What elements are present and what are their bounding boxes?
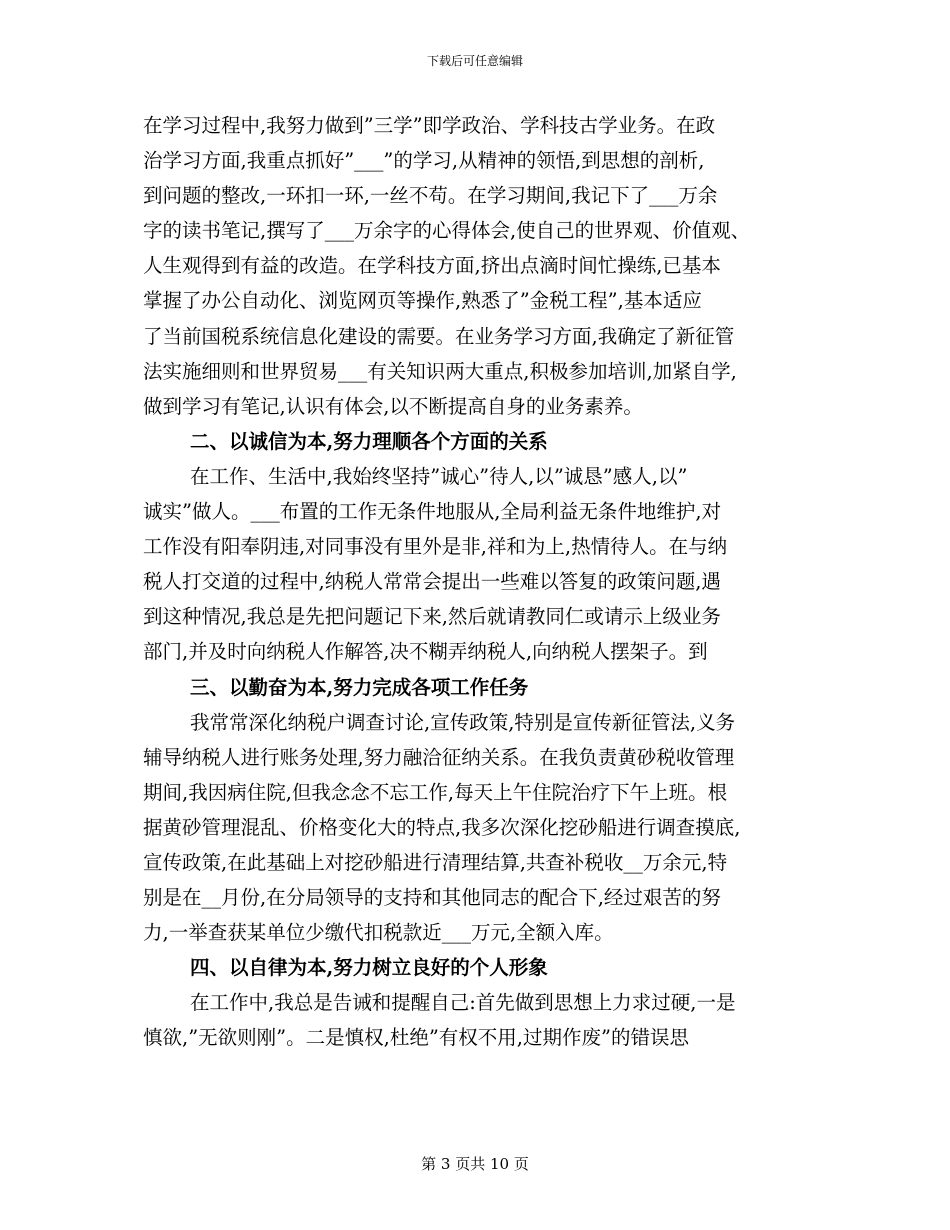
text-line: 在工作中,我总是告诫和提醒自己:首先做到思想上力求过硬,一是 (190, 991, 736, 1015)
text-line: 到这种情况,我总是先把问题记下来,然后就请教同仁或请示上级业务 (143, 605, 721, 629)
text-line: 人生观得到有益的改造。在学科技方面,挤出点滴时间忙操练,已基本 (143, 254, 721, 278)
text-line: 在学习过程中,我努力做到”三学”即学政治、学科技古学业务。在政 (143, 114, 716, 137)
text-line: 诚实”做人。___布置的工作无条件地服从,全局利益无条件地维护,对 (143, 500, 722, 524)
text-line: 我常常深化纳税户调查讨论,宣传政策,特别是宣传新征管法,义务 (190, 710, 736, 734)
text-line: 慎欲,”无欲则刚”。二是慎权,杜绝”有权不用,过期作废”的错误思 (143, 1026, 689, 1050)
text-line: 力,一举查获某单位少缴代扣税款近___万元,全额入库。 (143, 921, 614, 945)
text-line: 治学习方面,我重点抓好”___”的学习,从精神的领悟,到思想的剖析, (143, 149, 705, 173)
document-body (143, 108, 808, 1056)
text-line: 辅导纳税人进行账务处理,努力融洽征纳关系。在我负责黄砂税收管理 (143, 745, 735, 769)
text-line: 宣传政策,在此基础上对挖砂船进行清理结算,共查补税收__万余元,特 (143, 850, 728, 874)
text-line: 别是在__月份,在分局领导的支持和其他同志的配合下,经过艰苦的努 (143, 886, 721, 910)
text-line: 期间,我因病住院,但我念念不忘工作,每天上午住院治疗下午上班。根 (143, 780, 728, 804)
text-line: 了当前国税系统信息化建设的需要。在业务学习方面,我确定了新征管 (143, 324, 735, 348)
text-line: 据黄砂管理混乱、价格变化大的特点,我多次深化挖砂船进行调查摸底, (143, 815, 741, 839)
text-line: 掌握了办公自动化、浏览网页等操作,熟悉了”金税工程”,基本适应 (143, 289, 702, 313)
text-line: 工作没有阳奉阴违,对同事没有里外是非,祥和为上,热情待人。在与纳 (143, 535, 728, 559)
page-header-note: 下载后可任意编辑 (426, 54, 523, 68)
text-line: 税人打交道的过程中,纳税人常常会提出一些难以答复的政策问题,遇 (143, 570, 721, 594)
section-heading: 二、以诚信为本,努力理顺各个方面的关系 (190, 429, 548, 453)
page-number-footer: 第 3 页共 10 页 (421, 1155, 529, 1173)
text-line: 在工作、生活中,我始终坚持”诚心”待人,以”诚恳”感人,以” (190, 464, 688, 488)
text-line: 到问题的整改,一环扣一环,一丝不苟。在学习期间,我记下了___万余 (143, 184, 718, 208)
text-line: 部门,并及时向纳税人作解答,决不糊弄纳税人,向纳税人摆架子。到 (143, 640, 708, 664)
section-heading: 三、以勤奋为本,努力完成各项工作任务 (190, 675, 529, 699)
text-line: 做到学习有笔记,认识有体会,以不断提高自身的业务素养。 (143, 394, 643, 418)
text-line: 法实施细则和世界贸易___有关知识两大重点,积极参加培训,加紧自学, (143, 359, 737, 383)
section-heading: 四、以自律为本,努力树立良好的个人形象 (190, 956, 548, 980)
text-line: 字的读书笔记,撰写了___万余字的心得体会,使自己的世界观、价值观、 (143, 219, 751, 243)
